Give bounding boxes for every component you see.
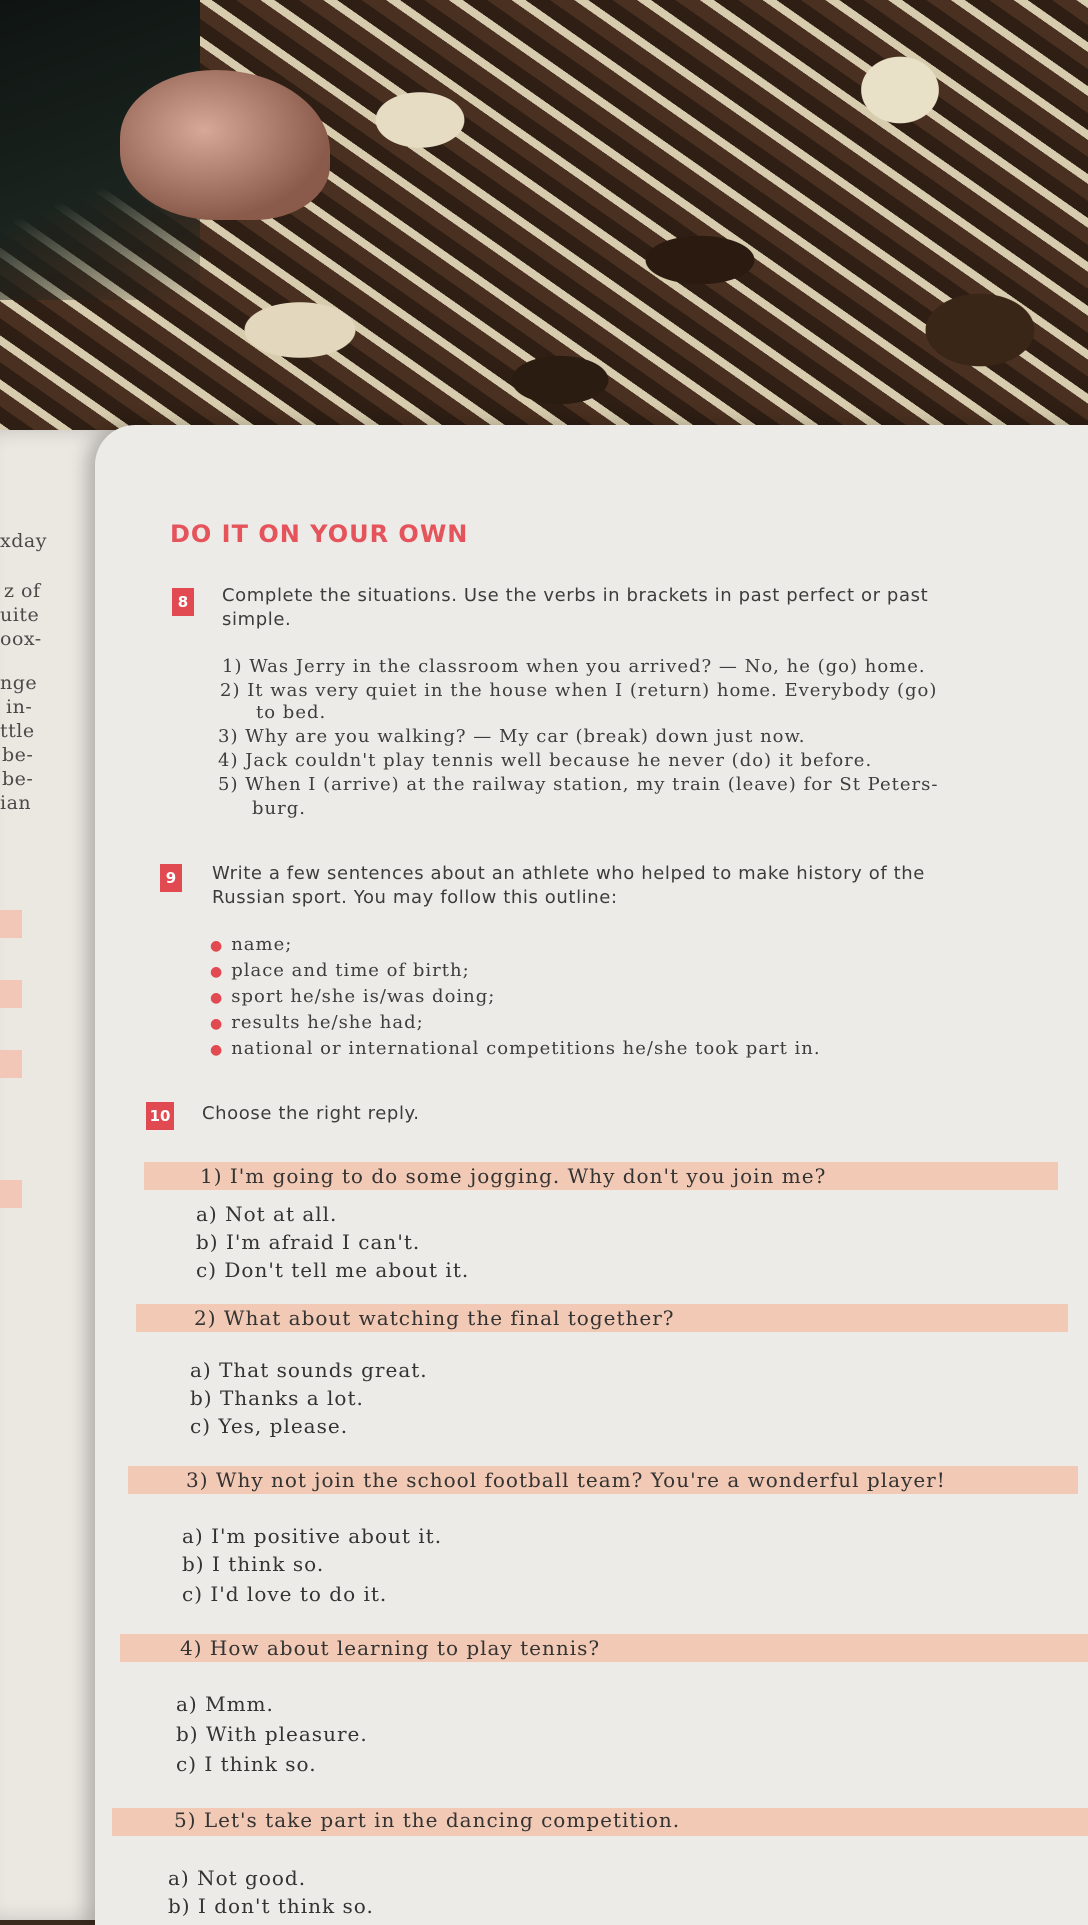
exercise-item: burg. (252, 798, 306, 819)
answer-option: c) Don't tell me about it. (196, 1258, 470, 1282)
question-prompt: 5) Let's take part in the dancing competition. (174, 1808, 681, 1832)
answer-option: b) I don't think so. (168, 1894, 374, 1918)
answer-option: b) Thanks a lot. (190, 1386, 364, 1410)
answer-option: b) I think so. (182, 1552, 325, 1576)
left-page-fragment: ian (0, 792, 32, 814)
left-page-stripe (0, 1050, 22, 1078)
answer-option: a) I'm positive about it. (182, 1524, 443, 1548)
answer-option: a) That sounds great. (190, 1358, 428, 1382)
answer-option: a) Mmm. (176, 1692, 274, 1716)
exercise-item: 1) Was Jerry in the classroom when you arrived? — No, he (go) home. (222, 656, 926, 677)
exercise-item: 4) Jack couldn't play tennis well because he never (do) it before. (218, 750, 873, 771)
outline-item: ● place and time of birth; (210, 960, 470, 981)
left-page-fragment: be- (2, 744, 34, 766)
exercise-item: 2) It was very quiet in the house when I (return) home. Everybody (go) (220, 680, 938, 701)
exercise-instruction: Russian sport. You may follow this outline: (212, 887, 618, 908)
outline-item: ● results he/she had; (210, 1012, 424, 1033)
outline-item: ● name; (210, 934, 293, 955)
answer-option: a) Not at all. (196, 1202, 338, 1226)
answer-option: c) Yes, please. (190, 1414, 349, 1438)
bullet-icon: ● (210, 990, 224, 1006)
answer-option: b) I'm afraid I can't. (196, 1230, 421, 1254)
exercise-number: 8 (172, 588, 194, 616)
outline-item: ● sport he/she is/was doing; (210, 986, 496, 1007)
bullet-icon: ● (210, 964, 224, 980)
exercise-number: 9 (160, 864, 182, 892)
section-heading: DO IT ON YOUR OWN (170, 520, 469, 548)
question-prompt: 2) What about watching the final together? (194, 1306, 675, 1330)
exercise-item: to bed. (256, 702, 327, 723)
outline-item: ● national or international competitions he/she took part in. (210, 1038, 821, 1059)
exercise-number: 10 (146, 1102, 174, 1130)
left-page-fragment: be- (2, 768, 34, 790)
bullet-icon: ● (210, 1016, 224, 1032)
exercise-item: 5) When I (arrive) at the railway station, my train (leave) for St Peters- (218, 774, 939, 795)
left-page-fragment: nge (0, 672, 38, 694)
answer-option: c) I think so. (176, 1752, 317, 1776)
exercise-instruction: Write a few sentences about an athlete who helped to make history of the (212, 863, 925, 884)
left-page-fragment: uite (0, 604, 40, 626)
left-page-fragment: xday (0, 530, 47, 552)
bullet-icon: ● (210, 1042, 224, 1058)
exercise-instruction: simple. (222, 609, 292, 630)
left-page-fragment: z of (4, 580, 41, 602)
exercise-instruction: Choose the right reply. (202, 1103, 420, 1124)
question-prompt: 3) Why not join the school football team? You're a wonderful player! (186, 1468, 946, 1492)
left-page-stripe (0, 1180, 22, 1208)
exercise-instruction: Complete the situations. Use the verbs in brackets in past perfect or past (222, 585, 929, 606)
answer-option: c) I'd love to do it. (182, 1582, 388, 1606)
left-page-fragment: ttle (0, 720, 35, 742)
exercise-item: 3) Why are you walking? — My car (break) down just now. (218, 726, 806, 747)
left-page-fragment: oox- (0, 628, 42, 650)
bullet-icon: ● (210, 938, 224, 954)
answer-option: b) With pleasure. (176, 1722, 368, 1746)
left-page-stripe (0, 910, 22, 938)
left-page-fragment: in- (6, 696, 33, 718)
question-prompt: 4) How about learning to play tennis? (180, 1636, 601, 1660)
left-page-stripe (0, 980, 22, 1008)
answer-option: a) Not good. (168, 1866, 307, 1890)
question-prompt: 1) I'm going to do some jogging. Why don't you join me? (200, 1164, 827, 1188)
